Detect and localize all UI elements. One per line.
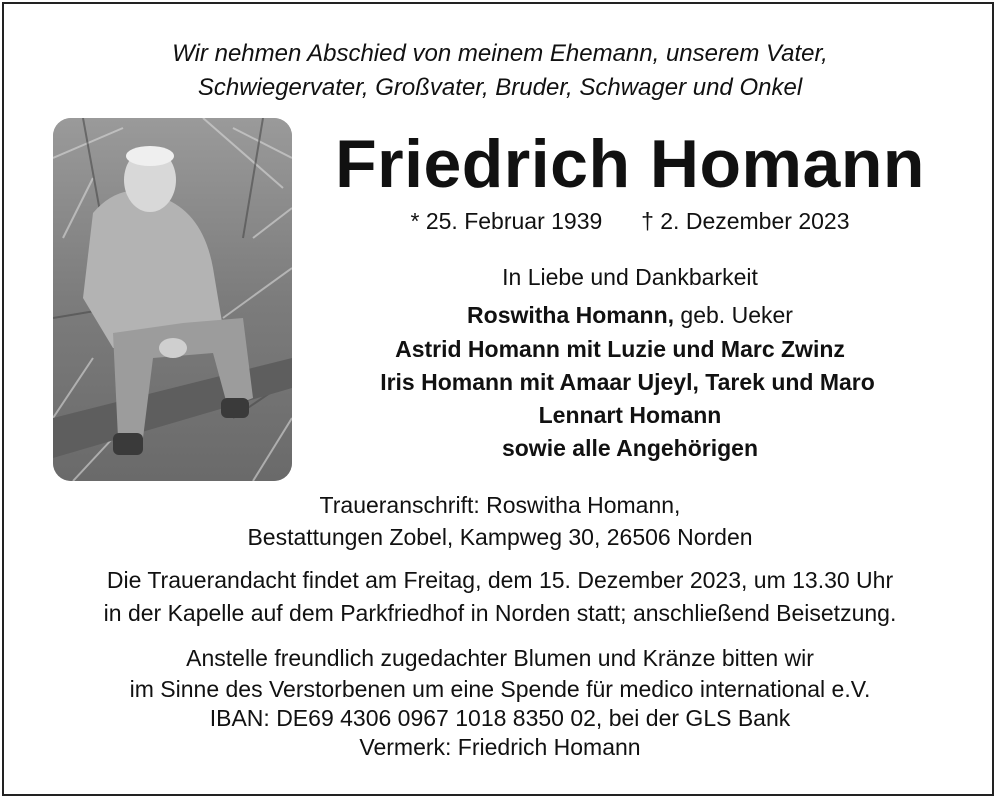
donation-line-2: im Sinne des Verstorbenen um eine Spende für medico international e.V. <box>129 676 871 702</box>
mourner-line-5: sowie alle Angehörigen <box>501 435 759 461</box>
donation-iban: IBAN: DE69 4306 0967 1018 8350 02, bei der GLS Bank <box>209 705 791 731</box>
ceremony-line-2: in der Kapelle auf dem Parkfriedhof in Norden statt; anschließend Beisetzung. <box>103 600 897 626</box>
donation-line-1: Anstelle freundlich zugedachter Blumen und Kränze bitten wir <box>186 645 814 671</box>
mourner-line-4: Lennart Homann <box>538 402 722 428</box>
birth-date: * 25. Februar 1939 <box>410 208 603 234</box>
mourner-line-2: Astrid Homann mit Luzie und Marc Zwinz <box>395 336 845 362</box>
life-dates <box>330 206 930 236</box>
mourner-line-3: Iris Homann mit Amaar Ujeyl, Tarek und Maro <box>380 369 875 395</box>
widow-maiden-name: geb. Ueker <box>674 302 793 328</box>
ceremony-line-1: Die Trauerandacht findet am Freitag, dem 15. Dezember 2023, um 13.30 Uhr <box>106 567 894 593</box>
intro-line-1: Wir nehmen Abschied von meinem Ehemann, unserem Vater, <box>172 40 828 67</box>
portrait-photo <box>53 118 292 481</box>
donation-reference: Vermerk: Friedrich Homann <box>359 734 641 760</box>
widow-name: Roswitha Homann, <box>467 302 675 328</box>
death-date: † 2. Dezember 2023 <box>641 208 850 234</box>
mourners-intro: In Liebe und Dankbarkeit <box>502 264 758 290</box>
address-line-1: Traueranschrift: Roswitha Homann, <box>319 492 681 518</box>
mourner-widow <box>330 300 930 331</box>
address-line-2: Bestattungen Zobel, Kampweg 30, 26506 Norden <box>247 524 753 550</box>
intro-line-2: Schwiegervater, Großvater, Bruder, Schwager und Onkel <box>197 74 803 101</box>
deceased-name: Friedrich Homann <box>335 126 925 202</box>
